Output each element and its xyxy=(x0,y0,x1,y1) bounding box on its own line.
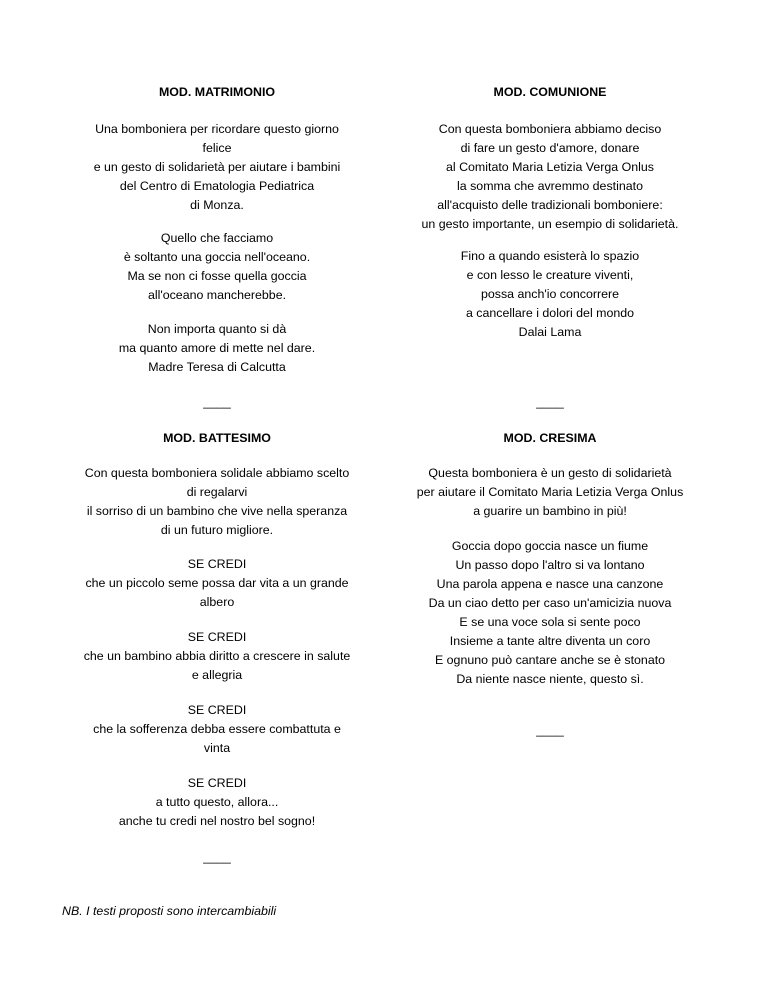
matrimonio-separator: ____ xyxy=(203,395,231,409)
text-line: Una parola appena e nasce una canzone xyxy=(436,577,664,591)
battesimo-para1 xyxy=(70,464,364,540)
matrimonio-title: MOD. MATRIMONIO xyxy=(158,85,276,99)
battesimo-para4 xyxy=(70,701,364,758)
battesimo-title: MOD. BATTESIMO xyxy=(163,431,271,445)
cresima-para1 xyxy=(402,464,698,521)
text-line: anche tu credi nel nostro bel sogno! xyxy=(118,814,316,828)
text-line: è soltanto una goccia nell'oceano. xyxy=(123,250,311,264)
text-line: di un futuro migliore. xyxy=(160,523,274,537)
text-line: Quello che facciamo xyxy=(160,231,274,245)
cresima-section xyxy=(402,429,698,447)
text-line: la somma che avremmo destinato xyxy=(457,179,643,193)
comunione-para1 xyxy=(402,120,698,234)
text-line: un gesto importante, un esempio di solidarietà. xyxy=(421,217,679,231)
text-line: che la sofferenza debba essere combattuta e xyxy=(93,722,341,736)
comunione-section xyxy=(402,83,698,101)
matrimonio-para1 xyxy=(70,120,364,215)
text-line: di regalarvi xyxy=(186,485,248,499)
text-line: di fare un gesto d'amore, donare xyxy=(460,141,640,155)
text-line: felice xyxy=(202,141,232,155)
text-line: Una bomboniera per ricordare questo giorno xyxy=(95,122,339,136)
text-line: Non importa quanto si dà xyxy=(147,322,287,336)
battesimo-para3 xyxy=(70,628,364,685)
text-line: il sorriso di un bambino che vive nella speranza xyxy=(86,504,348,518)
cresima-title: MOD. CRESIMA xyxy=(503,431,597,445)
cresima-separator: ____ xyxy=(536,723,564,737)
battesimo-para5 xyxy=(70,774,364,831)
text-line: di Monza. xyxy=(190,198,244,212)
text-line: E se una voce sola si sente poco xyxy=(459,615,641,629)
text-line: all'oceano mancherebbe. xyxy=(147,288,287,302)
text-line: SE CREDI xyxy=(187,557,247,571)
text-line: E ognuno può cantare anche se è stonato xyxy=(434,653,666,667)
text-line: Ma se non ci fosse quella goccia xyxy=(127,269,307,283)
text-line: Fino a quando esisterà lo spazio xyxy=(460,249,640,263)
text-line: Da niente nasce niente, questo sì. xyxy=(456,672,644,686)
text-line: al Comitato Maria Letizia Verga Onlus xyxy=(446,160,654,174)
text-line: Un passo dopo l'altro si va lontano xyxy=(455,558,645,572)
text-line: Madre Teresa di Calcutta xyxy=(148,360,286,374)
text-line: SE CREDI xyxy=(187,703,247,717)
text-line: Con questa bomboniera abbiamo deciso xyxy=(438,122,662,136)
matrimonio-para2 xyxy=(70,229,364,305)
matrimonio-para3 xyxy=(70,320,364,377)
text-line: vinta xyxy=(203,741,231,755)
text-line: ma quanto amore di mette nel dare. xyxy=(118,341,316,355)
text-line: Insieme a tante altre diventa un coro xyxy=(449,634,651,648)
text-line: a tutto questo, allora... xyxy=(155,795,279,809)
battesimo-separator: ____ xyxy=(203,850,231,864)
matrimonio-section xyxy=(70,83,364,101)
text-line: per aiutare il Comitato Maria Letizia Verga Onlus xyxy=(416,485,684,499)
text-line: SE CREDI xyxy=(187,776,247,790)
comunione-title: MOD. COMUNIONE xyxy=(493,85,607,99)
text-line: che un piccolo seme possa dar vita a un grande xyxy=(85,576,349,590)
footer-note: NB. I testi proposti sono intercambiabili xyxy=(62,904,277,918)
battesimo-section xyxy=(70,429,364,447)
text-line: Dalai Lama xyxy=(518,325,582,339)
text-line: Questa bomboniera è un gesto di solidarietà xyxy=(428,466,672,480)
text-line: e allegria xyxy=(191,668,243,682)
text-line: SE CREDI xyxy=(187,630,247,644)
text-line: Da un ciao detto per caso un'amicizia nuova xyxy=(428,596,672,610)
comunione-para2 xyxy=(402,247,698,342)
text-line: possa anch'io concorrere xyxy=(480,287,620,301)
text-line: e con lesso le creature viventi, xyxy=(466,268,634,282)
text-line: a cancellare i dolori del mondo xyxy=(465,306,635,320)
text-line: albero xyxy=(199,595,235,609)
comunione-separator: ____ xyxy=(536,395,564,409)
text-line: a guarire un bambino in più! xyxy=(473,504,627,518)
text-line: Goccia dopo goccia nasce un fiume xyxy=(451,539,649,553)
text-line: del Centro di Ematologia Pediatrica xyxy=(119,179,315,193)
text-line: all'acquisto delle tradizionali bomboniere: xyxy=(437,198,663,212)
cresima-para2 xyxy=(402,537,698,689)
text-line: che un bambino abbia diritto a crescere in salute xyxy=(83,649,351,663)
text-line: e un gesto di solidarietà per aiutare i bambini xyxy=(93,160,341,174)
text-line: Con questa bomboniera solidale abbiamo scelto xyxy=(84,466,350,480)
battesimo-para2 xyxy=(70,555,364,612)
